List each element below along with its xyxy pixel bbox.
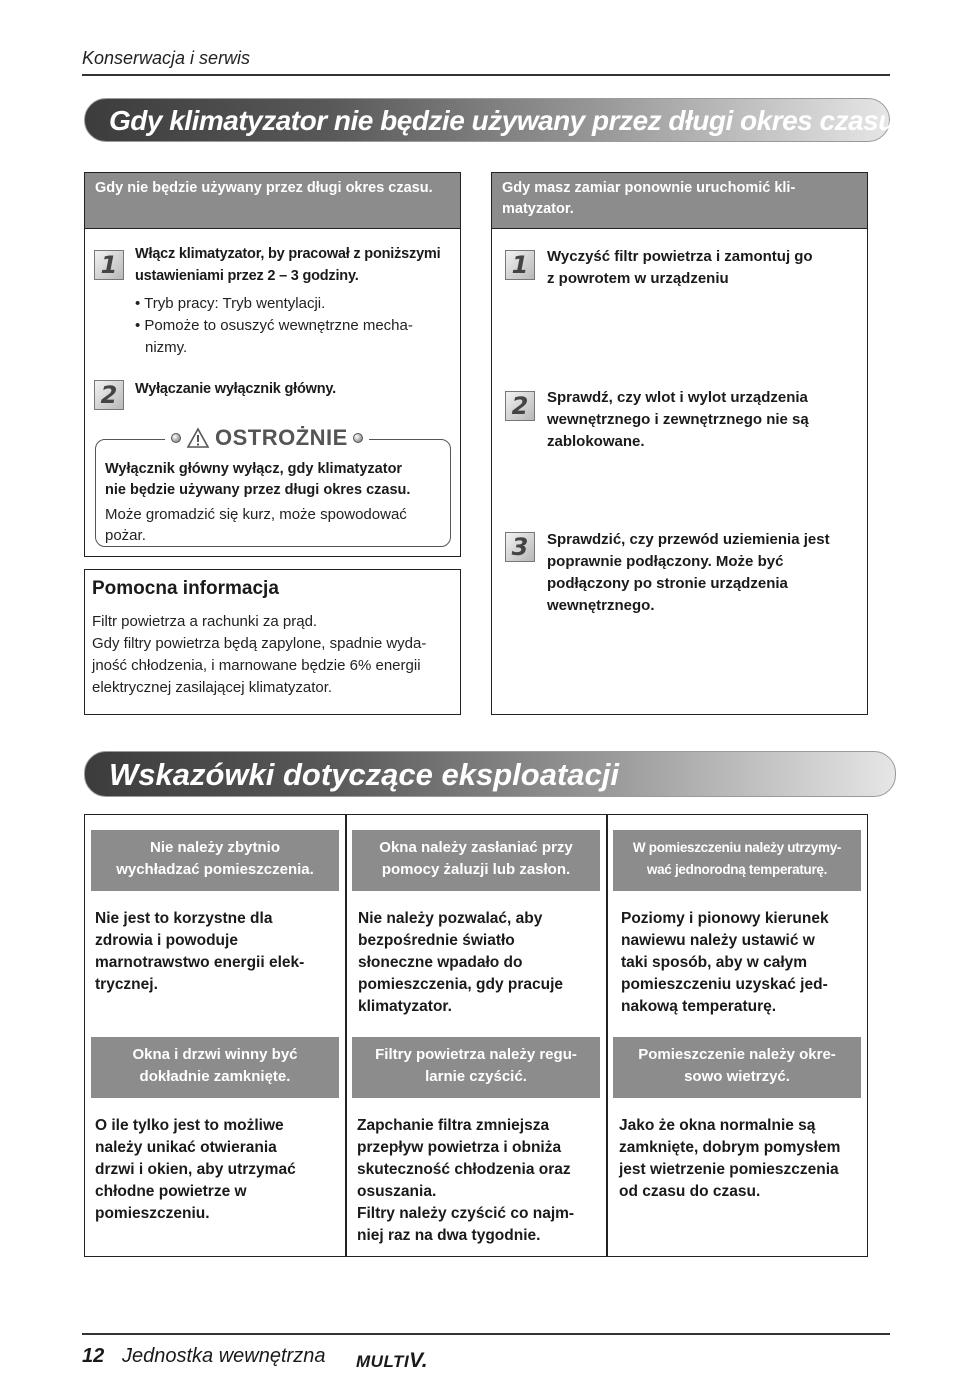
tip-line: Poziomy i pionowy kierunek [621, 910, 829, 927]
tip-header [352, 830, 600, 891]
helpful-info-panel [84, 569, 461, 715]
tip-text [357, 1115, 597, 1247]
tip-line: O ile tylko jest to możliwe [95, 1117, 284, 1134]
step-2-text [547, 387, 862, 453]
tip-header-line: Nie należy zbytnio [149, 839, 281, 856]
step-line: Sprawdzić, czy przewód uziemienia jest [547, 531, 830, 548]
tip-header [91, 830, 339, 891]
panel-header: Gdy nie będzie używany przez długi okres czasu. [85, 173, 460, 229]
tip-text [358, 908, 598, 1018]
tip-header-line: larnie czyścić. [425, 1068, 527, 1085]
bullet-dot-icon [171, 433, 181, 443]
tip-header-line: Filtry powietrza należy regu- [375, 1046, 577, 1063]
caution-line: Wyłącznik główny wyłącz, gdy klimatyzator [105, 461, 403, 477]
info-line: Filtr powietrza a rachunki za prąd. [92, 613, 318, 630]
caution-note-text [105, 504, 445, 546]
tip-text [621, 908, 861, 1018]
tip-line: nakową temperaturę. [621, 998, 777, 1015]
step-line: Sprawdź, czy wlot i wylot urządzenia [547, 389, 808, 406]
warning-triangle-icon [186, 427, 210, 449]
tip-header-line: pomocy żaluzji lub zasłon. [381, 861, 571, 878]
step-1-text [547, 246, 862, 290]
tip-line: pomieszczeniu uzyskać jed- [621, 976, 828, 993]
header-divider [82, 74, 890, 76]
tip-line: od czasu do czasu. [619, 1183, 761, 1200]
caution-title: OSTROŻNIE [215, 425, 348, 450]
tip-line: przepływ powietrza i obniża [357, 1139, 562, 1156]
tip-line: marnotrawstwo energii elek- [95, 954, 305, 971]
step-number-2: 2 [505, 391, 535, 421]
tip-text [95, 908, 335, 996]
footer-title: Jednostka wewnętrzna [122, 1345, 326, 1367]
tip-line: klimatyzator. [358, 998, 452, 1015]
step-2-text: Wyłączanie wyłącznik główny. [135, 381, 336, 397]
tip-header-line: Pomieszczenie należy okre- [638, 1046, 836, 1063]
tip-line: jest wietrzenie pomieszczenia [619, 1161, 839, 1178]
bullet-item: • Pomoże to osuszyć wewnętrzne mecha- [135, 317, 413, 334]
operating-tips-grid [84, 814, 868, 1257]
banner-title: Gdy klimatyzator nie będzie używany przez długi okres czasu.a [109, 105, 918, 136]
tip-line: osuszania. [357, 1183, 437, 1200]
step-line: Wyczyść filtr powietrza i zamontuj go [547, 248, 813, 265]
tip-line: bezpośrednie światło [358, 932, 515, 949]
step-number-1: 1 [94, 250, 124, 280]
info-line: elektrycznej zasilającej klimatyzator. [92, 679, 333, 696]
tip-line: Filtry należy czyścić co najm- [357, 1205, 575, 1222]
section-banner-operating-tips [84, 751, 896, 797]
step-line: ustawieniami przez 2 – 3 godziny. [135, 268, 359, 284]
tip-line: Nie jest to korzystne dla [95, 910, 273, 927]
tip-header-line: dokładnie zamknięte. [139, 1068, 291, 1085]
caution-line: Może gromadzić się kurz, może spowodować [105, 506, 407, 523]
step-number-3: 3 [505, 532, 535, 562]
tip-header-line: wać jednorodną temperaturę. [646, 862, 828, 877]
step-line: podłączony po stronie urządzenia [547, 575, 788, 592]
tip-header [613, 1037, 861, 1098]
caution-label [165, 424, 369, 452]
tip-line: Jako że okna normalnie są [619, 1117, 816, 1134]
caution-warning-text [105, 459, 445, 501]
logo-text: MULTI [356, 1352, 410, 1371]
tip-line: chłodne powietrze w [95, 1183, 247, 1200]
tip-text [95, 1115, 335, 1225]
bullet-dot-icon [353, 433, 363, 443]
multi-v-logo [356, 1349, 428, 1373]
section-title: Konserwacja i serwis [82, 48, 251, 68]
tip-line: zamknięte, dobrym pomysłem [619, 1139, 841, 1156]
tip-header [352, 1037, 600, 1098]
tip-line: niej raz na dwa tygodnie. [357, 1227, 541, 1244]
step-line: wewnętrznego i zewnętrznego nie są [547, 411, 809, 428]
info-line: jność chłodzenia, i marnowane będzie 6% energii [92, 657, 421, 674]
banner-title: Wskazówki dotyczące eksploatacji [109, 757, 619, 792]
step-1-text [135, 243, 465, 287]
tip-header-line: sowo wietrzyć. [684, 1068, 790, 1085]
logo-text: V. [409, 1349, 429, 1372]
restart-steps-panel [491, 172, 868, 715]
bullet-item: • Tryb pracy: Tryb wentylacji. [135, 295, 326, 312]
tip-line: nawiewu należy ustawić w [621, 932, 815, 949]
step-line: poprawnie podłączony. Może być [547, 553, 784, 570]
tip-header [613, 830, 861, 891]
tip-line: należy unikać otwierania [95, 1139, 277, 1156]
tip-line: zdrowia i powoduje [95, 932, 238, 949]
section-banner-long-term-storage [84, 98, 918, 142]
step-3-text [547, 529, 862, 617]
bullet-list [135, 293, 455, 359]
caution-line: pożar. [105, 527, 146, 544]
step-line: wewnętrznego. [547, 597, 655, 614]
bullet-item: nizmy. [145, 339, 188, 356]
tip-header-line: Okna należy zasłaniać przy [379, 839, 573, 856]
column-divider [606, 815, 608, 1256]
tip-line: Zapchanie filtra zmniejsza [357, 1117, 550, 1134]
tip-line: słoneczne wpadało do [358, 954, 523, 971]
info-line: Gdy filtry powietrza będą zapylone, spadnie wyda- [92, 635, 427, 652]
caution-line: nie będzie używany przez długi okres czasu. [105, 482, 411, 498]
step-line: zablokowane. [547, 433, 645, 450]
tip-header-line: wychładzać pomieszczenia. [116, 861, 314, 878]
panel-header: Gdy masz zamiar ponownie uruchomić kli- matyzator. [492, 173, 867, 229]
step-line: z powrotem w urządzeniu [547, 270, 729, 287]
storage-steps-panel [84, 172, 461, 557]
tip-line: trycznej. [95, 976, 158, 993]
info-text [92, 611, 462, 699]
tip-line: Nie należy pozwalać, aby [358, 910, 543, 927]
tip-line: pomieszczenia, gdy pracuje [358, 976, 564, 993]
tip-line: taki sposób, aby w całym [621, 954, 808, 971]
step-line: Włącz klimatyzator, by pracował z poniższymi [135, 246, 441, 262]
tip-line: skuteczność chłodzenia oraz [357, 1161, 571, 1178]
tip-header [91, 1037, 339, 1098]
step-number-2: 2 [94, 380, 124, 410]
tip-header-line: Okna i drzwi winny być [132, 1046, 298, 1063]
info-title: Pomocna informacja [92, 578, 279, 599]
footer-divider [82, 1333, 890, 1335]
column-divider [345, 815, 347, 1256]
page-number: 12 [82, 1345, 105, 1367]
tip-header-line: W pomieszczeniu należy utrzymy- [632, 840, 842, 855]
tip-line: drzwi i okien, aby utrzymać [95, 1161, 296, 1178]
tip-line: pomieszczeniu. [95, 1205, 210, 1222]
tip-text [619, 1115, 859, 1203]
step-number-1: 1 [505, 250, 535, 280]
